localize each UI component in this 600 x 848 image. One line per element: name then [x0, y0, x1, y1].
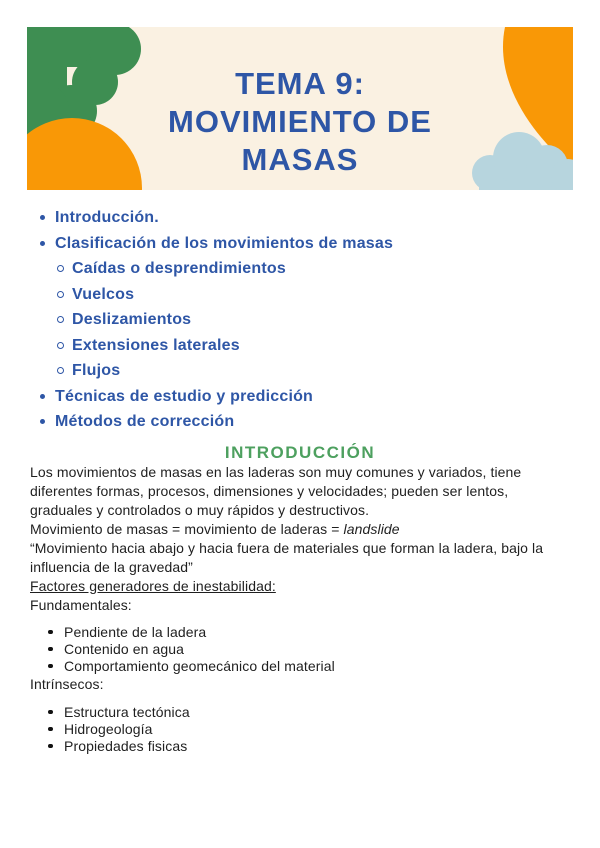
- toc-item: [40, 384, 600, 410]
- page-title: [27, 65, 573, 179]
- toc-item: [40, 231, 600, 257]
- circle-bullet-icon: [57, 358, 72, 384]
- equation-text: Movimiento de masas = movimiento de laderas =: [30, 520, 344, 537]
- intro-content: [30, 463, 570, 755]
- toc-item: [40, 409, 600, 435]
- circle-bullet-icon: [57, 282, 72, 308]
- quote-paragraph: “Movimiento hacia abajo y hacia fuera de materiales que forman la ladera, bajo la influencia de la gravedad”: [30, 539, 544, 575]
- toc-item-label: Extensiones laterales: [72, 336, 240, 354]
- toc-subitem: [40, 358, 600, 384]
- toc-item-label: Vuelcos: [72, 285, 135, 303]
- bullet-dot-icon: [48, 704, 64, 721]
- circle-bullet-icon: [57, 333, 72, 359]
- list-item-label: Hidrogeología: [64, 720, 153, 737]
- toc-item-label: Técnicas de estudio y predicción: [55, 387, 314, 405]
- bullet-dot-icon: [48, 658, 64, 675]
- page-title-line: MASAS: [241, 142, 359, 177]
- toc-item-label: Clasificación de los movimientos de masas: [55, 234, 394, 252]
- circle-bullet-icon: [57, 307, 72, 333]
- bullet-dot-icon: [48, 721, 64, 738]
- toc-item-label: Métodos de corrección: [55, 413, 235, 430]
- bullet-icon: [40, 205, 55, 231]
- equation-line: [30, 520, 570, 539]
- toc-subitem: [40, 282, 600, 308]
- toc-item-label: Introducción.: [55, 209, 159, 226]
- page-title-line: TEMA 9:: [235, 66, 365, 101]
- bullet-dot-icon: [48, 624, 64, 641]
- list-item-label: Contenido en agua: [64, 640, 185, 657]
- equation-italic-term: landslide: [343, 520, 400, 537]
- toc-item-label: Caídas o desprendimientos: [72, 260, 286, 277]
- toc-subitem: [40, 333, 600, 359]
- circle-bullet-icon: [57, 256, 72, 282]
- section-heading-introduccion: INTRODUCCIÓN: [224, 442, 376, 462]
- list-item: [48, 704, 570, 721]
- list-item: [48, 738, 570, 755]
- fundamentales-list: [30, 624, 570, 675]
- list-item: [48, 641, 570, 658]
- bullet-icon: [40, 384, 55, 410]
- intro-paragraph: Los movimientos de masas en las laderas son muy comunes y variados, tiene diferentes formas, procesos, dimensiones y velocidades; pueden ser lentos, graduales y controlados o muy rápidos y destructivos.: [30, 463, 522, 518]
- bullet-dot-icon: [48, 641, 64, 658]
- fundamentales-label: Fundamentales:: [30, 596, 132, 613]
- page-title-line: MOVIMIENTO DE: [168, 104, 432, 139]
- intrinsecos-label: Intrínsecos:: [30, 675, 104, 692]
- list-item-label: Estructura tectónica: [64, 703, 190, 720]
- bullet-dot-icon: [48, 738, 64, 755]
- toc-list: [40, 205, 600, 435]
- list-item: [48, 658, 570, 675]
- bullet-icon: [40, 409, 55, 435]
- header-banner: [27, 27, 573, 190]
- factors-heading: Factores generadores de inestabilidad:: [30, 577, 276, 594]
- list-item-label: Comportamiento geomecánico del material: [64, 657, 335, 674]
- list-item: [48, 721, 570, 738]
- list-item-label: Propiedades fisicas: [64, 737, 188, 754]
- toc-item: [40, 205, 600, 231]
- toc-subitem: [40, 307, 600, 333]
- toc-item-label: Deslizamientos: [72, 311, 192, 328]
- toc-item-label: Flujos: [72, 362, 121, 379]
- bullet-icon: [40, 231, 55, 257]
- list-item-label: Pendiente de la ladera: [64, 623, 207, 640]
- list-item: [48, 624, 570, 641]
- toc-subitem: [40, 256, 600, 282]
- intrinsecos-list: [30, 704, 570, 755]
